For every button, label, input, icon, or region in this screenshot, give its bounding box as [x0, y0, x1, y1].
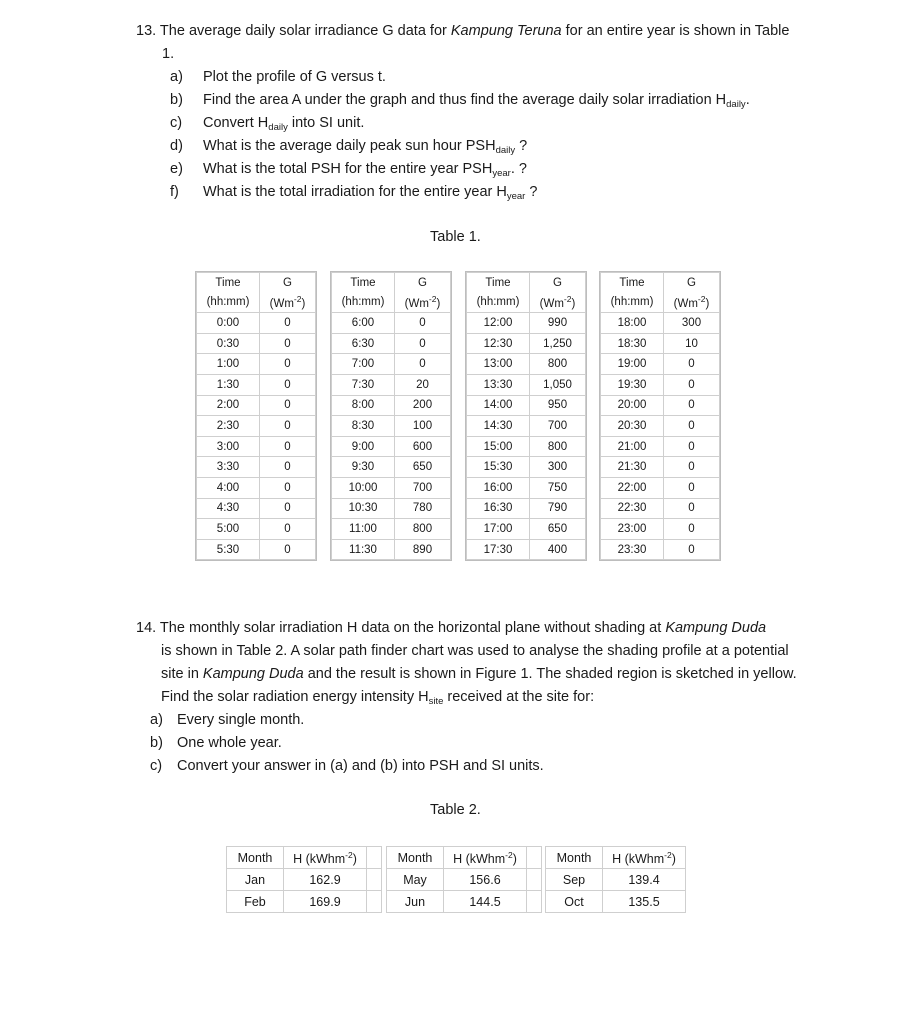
- table1-header-g: G: [530, 273, 586, 293]
- table1-cell-g: 0: [395, 333, 451, 354]
- table1-cell-g: 0: [260, 457, 316, 478]
- table1-cell-g: 0: [260, 519, 316, 540]
- table1-cell-time: 11:30: [332, 539, 395, 560]
- table1-cell-g: 300: [664, 313, 720, 334]
- table1-row: [197, 416, 316, 437]
- table1-cell-g: 800: [530, 436, 586, 457]
- table1-cell-g: 0: [664, 354, 720, 375]
- table1-row: [467, 313, 586, 334]
- table2-block: [226, 846, 382, 913]
- table1-cell-time: 15:00: [467, 436, 530, 457]
- table1-row: [467, 519, 586, 540]
- table1-cell-g: 10: [664, 333, 720, 354]
- table1-row: [197, 498, 316, 519]
- q13-item-text: Find the area A under the graph and thus find the average daily solar irradiation $H_{daily}$.: [203, 92, 750, 110]
- table1-cell-time: 5:30: [197, 539, 260, 560]
- table2-block: [386, 846, 542, 913]
- table1-cell-time: 9:30: [332, 457, 395, 478]
- table1-header-g: G: [664, 273, 720, 293]
- table1-row: [601, 354, 720, 375]
- table1-row: [601, 477, 720, 498]
- table1-cell-time: 4:30: [197, 498, 260, 519]
- table2-header-h: H (kWhm$^{-2}$): [444, 847, 527, 869]
- table1-cell-g: 1,250: [530, 333, 586, 354]
- table2-cell-month: Feb: [227, 891, 284, 913]
- table1-cell-g: 890: [395, 539, 451, 560]
- table1-cell-time: 6:30: [332, 333, 395, 354]
- table1-row: [332, 333, 451, 354]
- table1-row: [467, 416, 586, 437]
- table2-row: [546, 891, 686, 913]
- q13-item-letter: a): [170, 69, 183, 85]
- table1-row: [601, 498, 720, 519]
- table1-cell-g: 650: [395, 457, 451, 478]
- table1-row: [197, 519, 316, 540]
- table2-cell-month: Jan: [227, 869, 284, 891]
- table1-row: [332, 354, 451, 375]
- q13-item-text: What is the total PSH for the entire year $PSH_{year}$. ?: [203, 161, 527, 179]
- table1-cell-g: 950: [530, 395, 586, 416]
- table2-spacer: [367, 869, 382, 891]
- table2-spacer: [367, 891, 382, 913]
- table2-header-h: H (kWhm$^{-2}$): [284, 847, 367, 869]
- table1-cell-time: 16:00: [467, 477, 530, 498]
- table1-cell-time: 20:30: [601, 416, 664, 437]
- table2-row: [387, 891, 542, 913]
- table1-cell-time: 23:00: [601, 519, 664, 540]
- table1-cell-time: 11:00: [332, 519, 395, 540]
- table2-header-month: Month: [546, 847, 603, 869]
- table1-cell-time: 4:00: [197, 477, 260, 498]
- table1-cell-g: 0: [664, 457, 720, 478]
- table1-cell-time: 7:30: [332, 374, 395, 395]
- q14-line4: Find the solar radiation energy intensity $H_{site}$ received at the site for:: [161, 689, 595, 707]
- table1-row: [467, 457, 586, 478]
- table1-cell-g: 990: [530, 313, 586, 334]
- table1-cell-g: 0: [395, 354, 451, 375]
- table1-row: [197, 457, 316, 478]
- table1-cell-time: 14:00: [467, 395, 530, 416]
- table2-row: [227, 869, 382, 891]
- table1-cell-time: 21:30: [601, 457, 664, 478]
- table1-cell-time: 0:00: [197, 313, 260, 334]
- table1-cell-time: 8:00: [332, 395, 395, 416]
- table1-header-g-unit: $(Wm^{-2})$: [664, 293, 720, 313]
- table1-row: [332, 457, 451, 478]
- q13-item-letter: e): [170, 161, 183, 177]
- table1-cell-g: 300: [530, 457, 586, 478]
- table2-cell-h: 144.5: [444, 891, 527, 913]
- table1-cell-g: 0: [260, 313, 316, 334]
- table1-row: [332, 519, 451, 540]
- table1-row: [467, 498, 586, 519]
- table1-cell-time: 20:00: [601, 395, 664, 416]
- q13-item-letter: c): [170, 115, 183, 131]
- table2-header-month: Month: [387, 847, 444, 869]
- table1-block: [196, 272, 316, 560]
- table1-row: [332, 313, 451, 334]
- table1-header-time-unit: (hh:mm): [332, 293, 395, 313]
- table1-header-g-unit: $(Wm^{-2})$: [260, 293, 316, 313]
- table1-cell-time: 5:00: [197, 519, 260, 540]
- table1-cell-time: 17:00: [467, 519, 530, 540]
- table1-cell-g: 0: [260, 416, 316, 437]
- table1-cell-g: 780: [395, 498, 451, 519]
- q14-item-text: One whole year.: [177, 735, 282, 751]
- table1-row: [601, 519, 720, 540]
- table1-row: [332, 539, 451, 560]
- table1-header-time: Time: [332, 273, 395, 293]
- table1-row: [197, 374, 316, 395]
- table1-header-time-unit: (hh:mm): [197, 293, 260, 313]
- table1-row: [197, 313, 316, 334]
- table1-cell-g: 100: [395, 416, 451, 437]
- table1-cell-time: 12:30: [467, 333, 530, 354]
- table2-cell-month: May: [387, 869, 444, 891]
- table1-cell-time: 23:30: [601, 539, 664, 560]
- table1-cell-time: 12:00: [467, 313, 530, 334]
- table1-row: [601, 416, 720, 437]
- table1-cell-g: 750: [530, 477, 586, 498]
- table1-cell-g: 790: [530, 498, 586, 519]
- table1-cell-g: 0: [664, 374, 720, 395]
- table1-cell-time: 7:00: [332, 354, 395, 375]
- table1-row: [332, 395, 451, 416]
- table1-cell-g: 0: [260, 436, 316, 457]
- table1-row: [601, 436, 720, 457]
- table2-header-h: H (kWhm$^{-2}$): [603, 847, 686, 869]
- table1-header-g: G: [260, 273, 316, 293]
- table1-header-time-unit: (hh:mm): [467, 293, 530, 313]
- table1-row: [197, 477, 316, 498]
- table1-caption: Table 1.: [430, 229, 481, 245]
- q13-item-letter: b): [170, 92, 183, 108]
- table1-cell-g: 0: [664, 395, 720, 416]
- table1-row: [467, 333, 586, 354]
- table1-row: [467, 477, 586, 498]
- table1-cell-g: 0: [260, 477, 316, 498]
- table1-row: [601, 539, 720, 560]
- table1-cell-g: 800: [530, 354, 586, 375]
- table1-cell-g: 0: [395, 313, 451, 334]
- table1-cell-time: 16:30: [467, 498, 530, 519]
- table1-cell-g: 0: [664, 477, 720, 498]
- table1-cell-time: 19:00: [601, 354, 664, 375]
- table1-cell-time: 9:00: [332, 436, 395, 457]
- table1-row: [332, 374, 451, 395]
- table1-cell-time: 22:30: [601, 498, 664, 519]
- table1-row: [332, 477, 451, 498]
- table1-cell-time: 22:00: [601, 477, 664, 498]
- table1-cell-g: 0: [664, 436, 720, 457]
- q13-item-text: What is the total irradiation for the entire year $H_{year}$ ?: [203, 184, 538, 202]
- table1-cell-g: 650: [530, 519, 586, 540]
- table1-row: [197, 436, 316, 457]
- table1-row: [197, 539, 316, 560]
- table1-row: [467, 436, 586, 457]
- table2-cell-month: Jun: [387, 891, 444, 913]
- table1-row: [601, 374, 720, 395]
- table1-row: [332, 498, 451, 519]
- q14-item-letter: c): [150, 758, 163, 774]
- table1-cell-time: 13:00: [467, 354, 530, 375]
- table1-row: [332, 436, 451, 457]
- table1-row: [197, 354, 316, 375]
- table1-row: [467, 374, 586, 395]
- table1-cell-g: 0: [664, 498, 720, 519]
- table1-cell-time: 21:00: [601, 436, 664, 457]
- table1-cell-g: 0: [260, 354, 316, 375]
- q13-intro-line1: 13. The average daily solar irradiance G data for Kampung Teruna for an entire year is shown in Table: [136, 23, 790, 39]
- q13-item-text: Convert $H_{daily}$ into SI unit.: [203, 115, 365, 133]
- table2-caption: Table 2.: [430, 802, 481, 818]
- q14-line2: is shown in Table 2. A solar path finder chart was used to analyse the shading profile at a potential: [161, 643, 789, 659]
- table1-block: [466, 272, 586, 560]
- table1-cell-time: 1:00: [197, 354, 260, 375]
- q13-item-text: Plot the profile of G versus t.: [203, 69, 386, 85]
- q13-intro-line2: 1.: [162, 46, 175, 62]
- table1-row: [467, 539, 586, 560]
- table2-cell-month: Sep: [546, 869, 603, 891]
- table1-row: [601, 313, 720, 334]
- table2-cell-month: Oct: [546, 891, 603, 913]
- table1-cell-time: 17:30: [467, 539, 530, 560]
- table1-cell-g: 800: [395, 519, 451, 540]
- table2-cell-h: 162.9: [284, 869, 367, 891]
- table1-cell-time: 18:00: [601, 313, 664, 334]
- table1-cell-g: 20: [395, 374, 451, 395]
- table2-header-row: [546, 847, 686, 869]
- table1-cell-g: 0: [260, 395, 316, 416]
- table1-cell-g: 0: [260, 333, 316, 354]
- table1-row: [601, 333, 720, 354]
- table1-cell-time: 13:30: [467, 374, 530, 395]
- table2-cell-h: 169.9: [284, 891, 367, 913]
- table1-cell-g: 1,050: [530, 374, 586, 395]
- table1-header-time-unit: (hh:mm): [601, 293, 664, 313]
- table2-header-row: [227, 847, 382, 869]
- q13-item-letter: f): [170, 184, 179, 200]
- table1-row: [197, 395, 316, 416]
- table2-spacer: [367, 847, 382, 869]
- table2-spacer: [527, 891, 542, 913]
- table1-block: [331, 272, 451, 560]
- table1-cell-g: 0: [664, 416, 720, 437]
- table1-cell-time: 0:30: [197, 333, 260, 354]
- table1-cell-g: 0: [664, 519, 720, 540]
- table1-header-g-unit: $(Wm^{-2})$: [530, 293, 586, 313]
- q14-item-letter: a): [150, 712, 163, 728]
- q14-item-letter: b): [150, 735, 163, 751]
- table1-cell-time: 14:30: [467, 416, 530, 437]
- q13-item-letter: d): [170, 138, 183, 154]
- table1-row: [467, 354, 586, 375]
- q14-item-text: Every single month.: [177, 712, 305, 728]
- table1-row: [467, 395, 586, 416]
- table1-cell-time: 2:00: [197, 395, 260, 416]
- table1-cell-time: 2:30: [197, 416, 260, 437]
- table1-cell-time: 10:30: [332, 498, 395, 519]
- table2-header-row: [387, 847, 542, 869]
- table1-cell-g: 0: [260, 498, 316, 519]
- table2-cell-h: 156.6: [444, 869, 527, 891]
- q14-line1: 14. The monthly solar irradiation H data on the horizontal plane without shading at Kampung Duda: [136, 620, 767, 636]
- table2-header-month: Month: [227, 847, 284, 869]
- table1-cell-time: 8:30: [332, 416, 395, 437]
- table2-row: [227, 891, 382, 913]
- table1-cell-g: 700: [395, 477, 451, 498]
- table2-row: [387, 869, 542, 891]
- table1-cell-time: 15:30: [467, 457, 530, 478]
- table1-cell-time: 6:00: [332, 313, 395, 334]
- table1-row: [601, 395, 720, 416]
- table1-cell-g: 700: [530, 416, 586, 437]
- table1-header-time: Time: [467, 273, 530, 293]
- table1-cell-g: 200: [395, 395, 451, 416]
- table1-cell-g: 0: [260, 374, 316, 395]
- table1-cell-time: 10:00: [332, 477, 395, 498]
- q14-item-text: Convert your answer in (a) and (b) into PSH and SI units.: [177, 758, 544, 774]
- table1-header-g: G: [395, 273, 451, 293]
- table1-cell-g: 0: [260, 539, 316, 560]
- table1-cell-g: 600: [395, 436, 451, 457]
- table2-spacer: [527, 847, 542, 869]
- table2-block: [545, 846, 686, 913]
- table1-row: [197, 333, 316, 354]
- q13-item-text: What is the average daily peak sun hour $PSH_{daily}$ ?: [203, 138, 528, 156]
- table2-cell-h: 139.4: [603, 869, 686, 891]
- table2-spacer: [527, 869, 542, 891]
- table1-header-time: Time: [601, 273, 664, 293]
- table2-cell-h: 135.5: [603, 891, 686, 913]
- table1-cell-time: 1:30: [197, 374, 260, 395]
- table1-cell-g: 0: [664, 539, 720, 560]
- table1-cell-g: 400: [530, 539, 586, 560]
- table1-block: [600, 272, 720, 560]
- table1-cell-time: 19:30: [601, 374, 664, 395]
- table1-header-g-unit: $(Wm^{-2})$: [395, 293, 451, 313]
- table1-row: [601, 457, 720, 478]
- q14-line3: site in Kampung Duda and the result is shown in Figure 1. The shaded region is sketched in yellow.: [161, 666, 797, 682]
- table1-cell-time: 18:30: [601, 333, 664, 354]
- table1-cell-time: 3:30: [197, 457, 260, 478]
- table1-header-time: Time: [197, 273, 260, 293]
- table1-cell-time: 3:00: [197, 436, 260, 457]
- table1-row: [332, 416, 451, 437]
- table2-row: [546, 869, 686, 891]
